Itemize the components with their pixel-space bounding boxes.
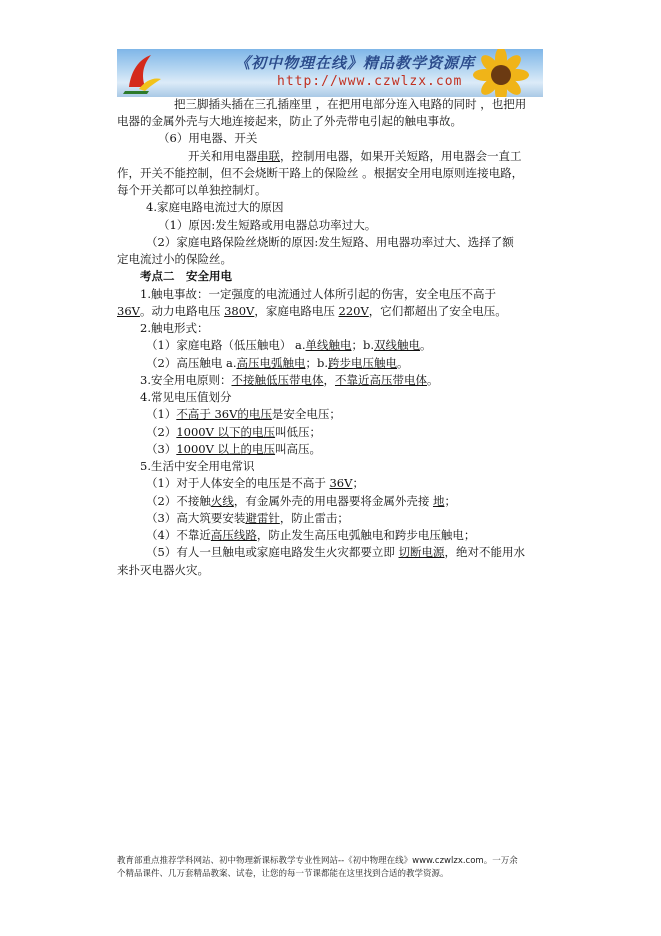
text-line: （2）不接触火线，有金属外壳的用电器要将金属外壳接 地； [146,494,456,508]
text-line: 电器的金属外壳与大地连接起来，防止了外壳带电引起的触电事故。 [117,114,462,128]
text-line: 4.常见电压值划分 [140,390,232,404]
text-line: （1）原因:发生短路或用电器总功率过大。 [158,218,377,232]
text-line: （1）不高于 36V的电压是安全电压； [146,407,341,421]
section-heading: 考点二 安全用电 [140,269,232,283]
text-line: （3）1000V 以上的电压叫高压。 [146,442,322,456]
text-line: 3.安全用电原则：不接触低压带电体，不靠近高压带电体。 [140,373,439,387]
banner-url: http://www.czwlzx.com [277,74,463,89]
text-line: 把三脚插头插在三孔插座里 ，在把用电部分连入电路的同时 ，也把用 [174,97,527,111]
site-logo [119,51,163,95]
text-line: 4.家庭电路电流过大的原因 [146,200,284,214]
text-line: 来扑灭电器火灾。 [117,563,209,577]
sunflower-icon [465,49,537,97]
text-line: 1.触电事故：一定强度的电流通过人体所引起的伤害，安全电压不高于 [140,287,496,301]
text-line: 作，开关不能控制，但不会烧断干路上的保险丝 。根据安全用电原则连接电路， [117,166,524,180]
text-line: 5.生活中安全用电常识 [140,459,255,473]
text-line: （2）1000V 以下的电压叫低压； [146,425,322,439]
text-line: 定电流过小的保险丝。 [117,252,232,266]
text-line: 每个开关都可以单独控制灯。 [117,183,267,197]
banner-title: 《初中物理在线》精品教学资源库 [235,54,476,72]
text-line: （3）高大筑要安装避雷针，防止雷击； [146,511,349,525]
text-line: 2.触电形式： [140,321,209,335]
text-line: （6）用电器、开关 [158,131,258,145]
footer-line: 教育部重点推荐学科网站、初中物理新课标教学专业性网站--《初中物理在线》www.czwlzx.com。一万余 [117,856,518,866]
page-footer [117,855,547,881]
text-line: （2）高压触电 a.高压电弧触电；b.跨步电压触电。 [146,356,409,370]
text-line: 36V。动力电路电压 380V，家庭电路电压 220V，它们都超出了安全电压。 [117,304,507,318]
text-line: （4）不靠近高压线路，防止发生高压电弧触电和跨步电压触电； [146,528,476,542]
header-banner [117,49,543,97]
text-line: （5）有人一旦触电或家庭电路发生火灾都要立即 切断电源，绝对不能用水 [146,545,525,559]
text-line: 开关和用电器串联，控制用电器，如果开关短路，用电器会一直工 [188,149,522,163]
text-line: （2）家庭电路保险丝烧断的原因:发生短路、用电器功率过大、选择了额 [146,235,514,249]
text-line: （1）家庭电路（低压触电） a.单线触电；b.双线触电。 [146,338,432,352]
footer-line: 个精品课件、几万套精品教案、试卷，让您的每一节课都能在这里找到合适的教学资源。 [117,869,449,879]
text-line: （1）对于人体安全的电压是不高于 36V； [146,476,364,490]
